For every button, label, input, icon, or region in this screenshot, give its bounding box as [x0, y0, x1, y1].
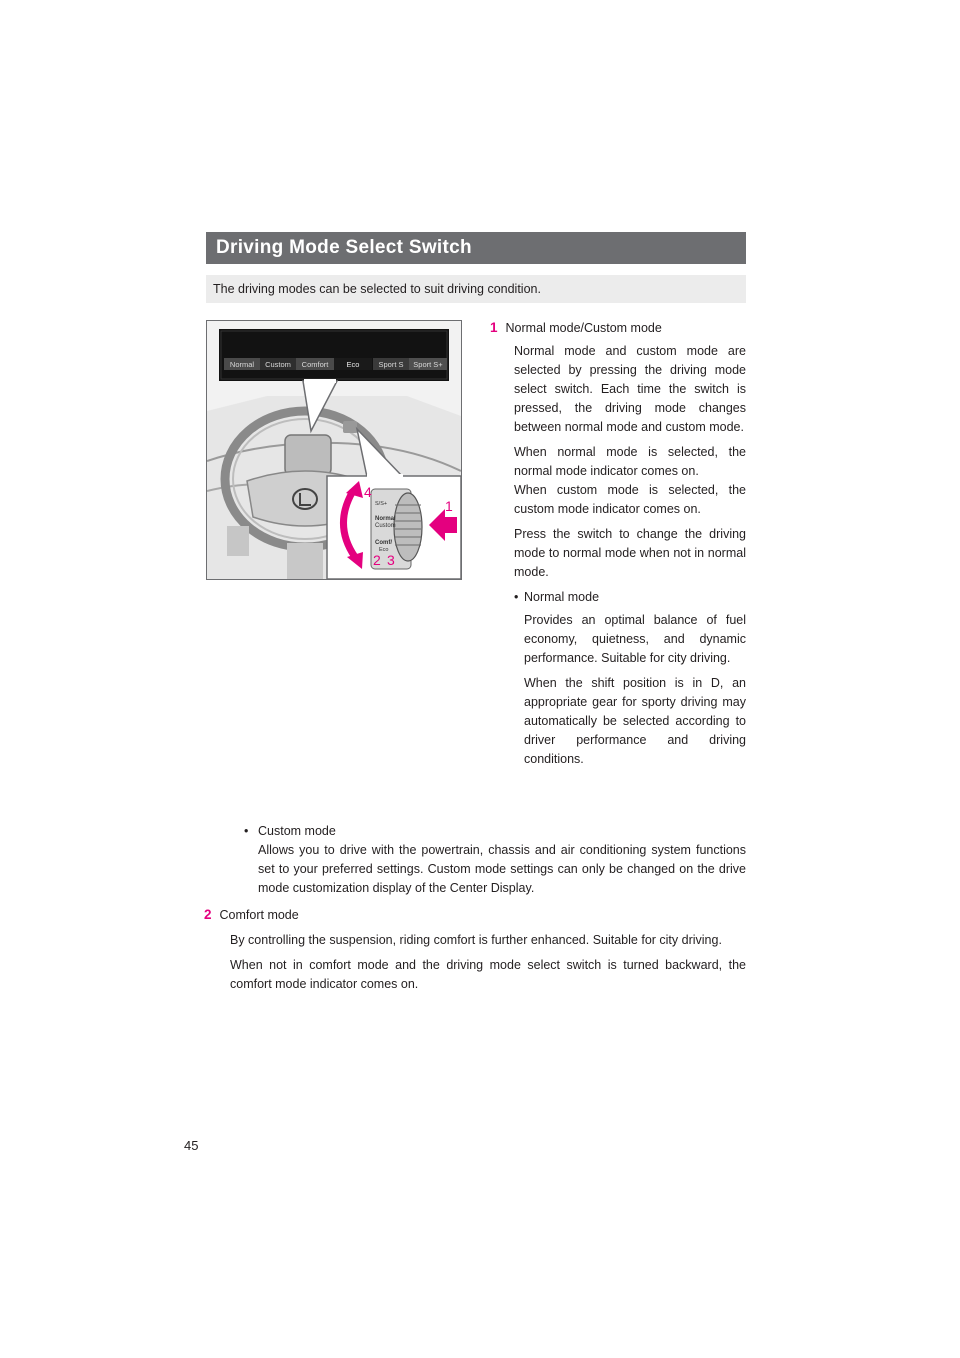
screen-mode-sport-s: Sport S [378, 360, 404, 369]
screen-mode-buttons [224, 358, 447, 370]
switch-label-normal: Normal [375, 516, 396, 522]
item1-title: Normal mode/Custom mode [505, 321, 662, 335]
item1-column [490, 318, 746, 775]
screen-mode-comfort: Comfort [301, 360, 329, 369]
bullet-dot: • [244, 824, 249, 838]
page-number: 45 [184, 1138, 199, 1153]
custom-mode-block [230, 822, 746, 904]
screen-mode-custom: Custom [265, 360, 291, 369]
section-title: Driving Mode Select Switch [206, 232, 746, 264]
custom-mode-title: Custom mode [258, 824, 336, 838]
section-intro: The driving modes can be selected to suit driving condition. [206, 275, 746, 303]
bullet-dot: • [514, 590, 519, 604]
item2-title: Comfort mode [219, 908, 299, 922]
switch-label-eco: Eco [379, 547, 389, 553]
item1-heading [490, 318, 746, 338]
normal-mode-paragraph2: When the shift position is in D, an appropriate gear for sporty driving may automatically be selected according to driver performance and driving conditions. [524, 676, 746, 766]
dashboard-illustration [206, 320, 462, 580]
screen-mode-sport-s-plus: Sport S+ [413, 360, 443, 369]
custom-mode-paragraph: Allows you to drive with the powertrain, chassis and air conditioning system functions set to your preferred settings. Custom mode settings can only be changed on the drive mode customization display of the Center Display. [258, 843, 746, 895]
item1-paragraph2a: When normal mode is selected, the normal mode indicator comes on. [514, 445, 746, 478]
callout-2: 2 [373, 552, 381, 568]
switch-label-sport: S/S+ [375, 501, 388, 507]
item2-number: 2 [204, 907, 212, 922]
callout-4: 4 [364, 484, 372, 500]
item2-block [204, 905, 746, 1000]
callout-3: 3 [387, 552, 395, 568]
callout-1: 1 [445, 498, 453, 514]
screen-mode-normal: Normal [229, 360, 255, 369]
item1-paragraph1: Normal mode and custom mode are selected by pressing the driving mode select switch. Each time the switch is pressed, the driving mode changes between normal mode and custom mode. [514, 344, 746, 434]
switch-label-comfort: Comf/ [375, 540, 392, 546]
normal-mode-paragraph1: Provides an optimal balance of fuel economy, quietness, and dynamic performance. Suitable for city driving. [524, 613, 746, 665]
item1-number: 1 [490, 320, 498, 335]
normal-mode-bullet [514, 588, 746, 607]
item2-heading [204, 905, 746, 925]
screen-mode-eco: Eco [346, 360, 360, 369]
item1-paragraph2b: When custom mode is selected, the custom mode indicator comes on. [514, 483, 746, 516]
item2-paragraph2: When not in comfort mode and the driving mode select switch is turned backward, the comfort mode indicator comes on. [230, 958, 746, 991]
switch-label-custom: Custom [375, 523, 396, 529]
custom-mode-bullet [244, 822, 746, 841]
item1-paragraph3: Press the switch to change the driving mode to normal mode when not in normal mode. [514, 527, 746, 579]
item2-paragraph1: By controlling the suspension, riding comfort is further enhanced. Suitable for city driving. [230, 933, 722, 947]
normal-mode-title: Normal mode [524, 590, 600, 604]
